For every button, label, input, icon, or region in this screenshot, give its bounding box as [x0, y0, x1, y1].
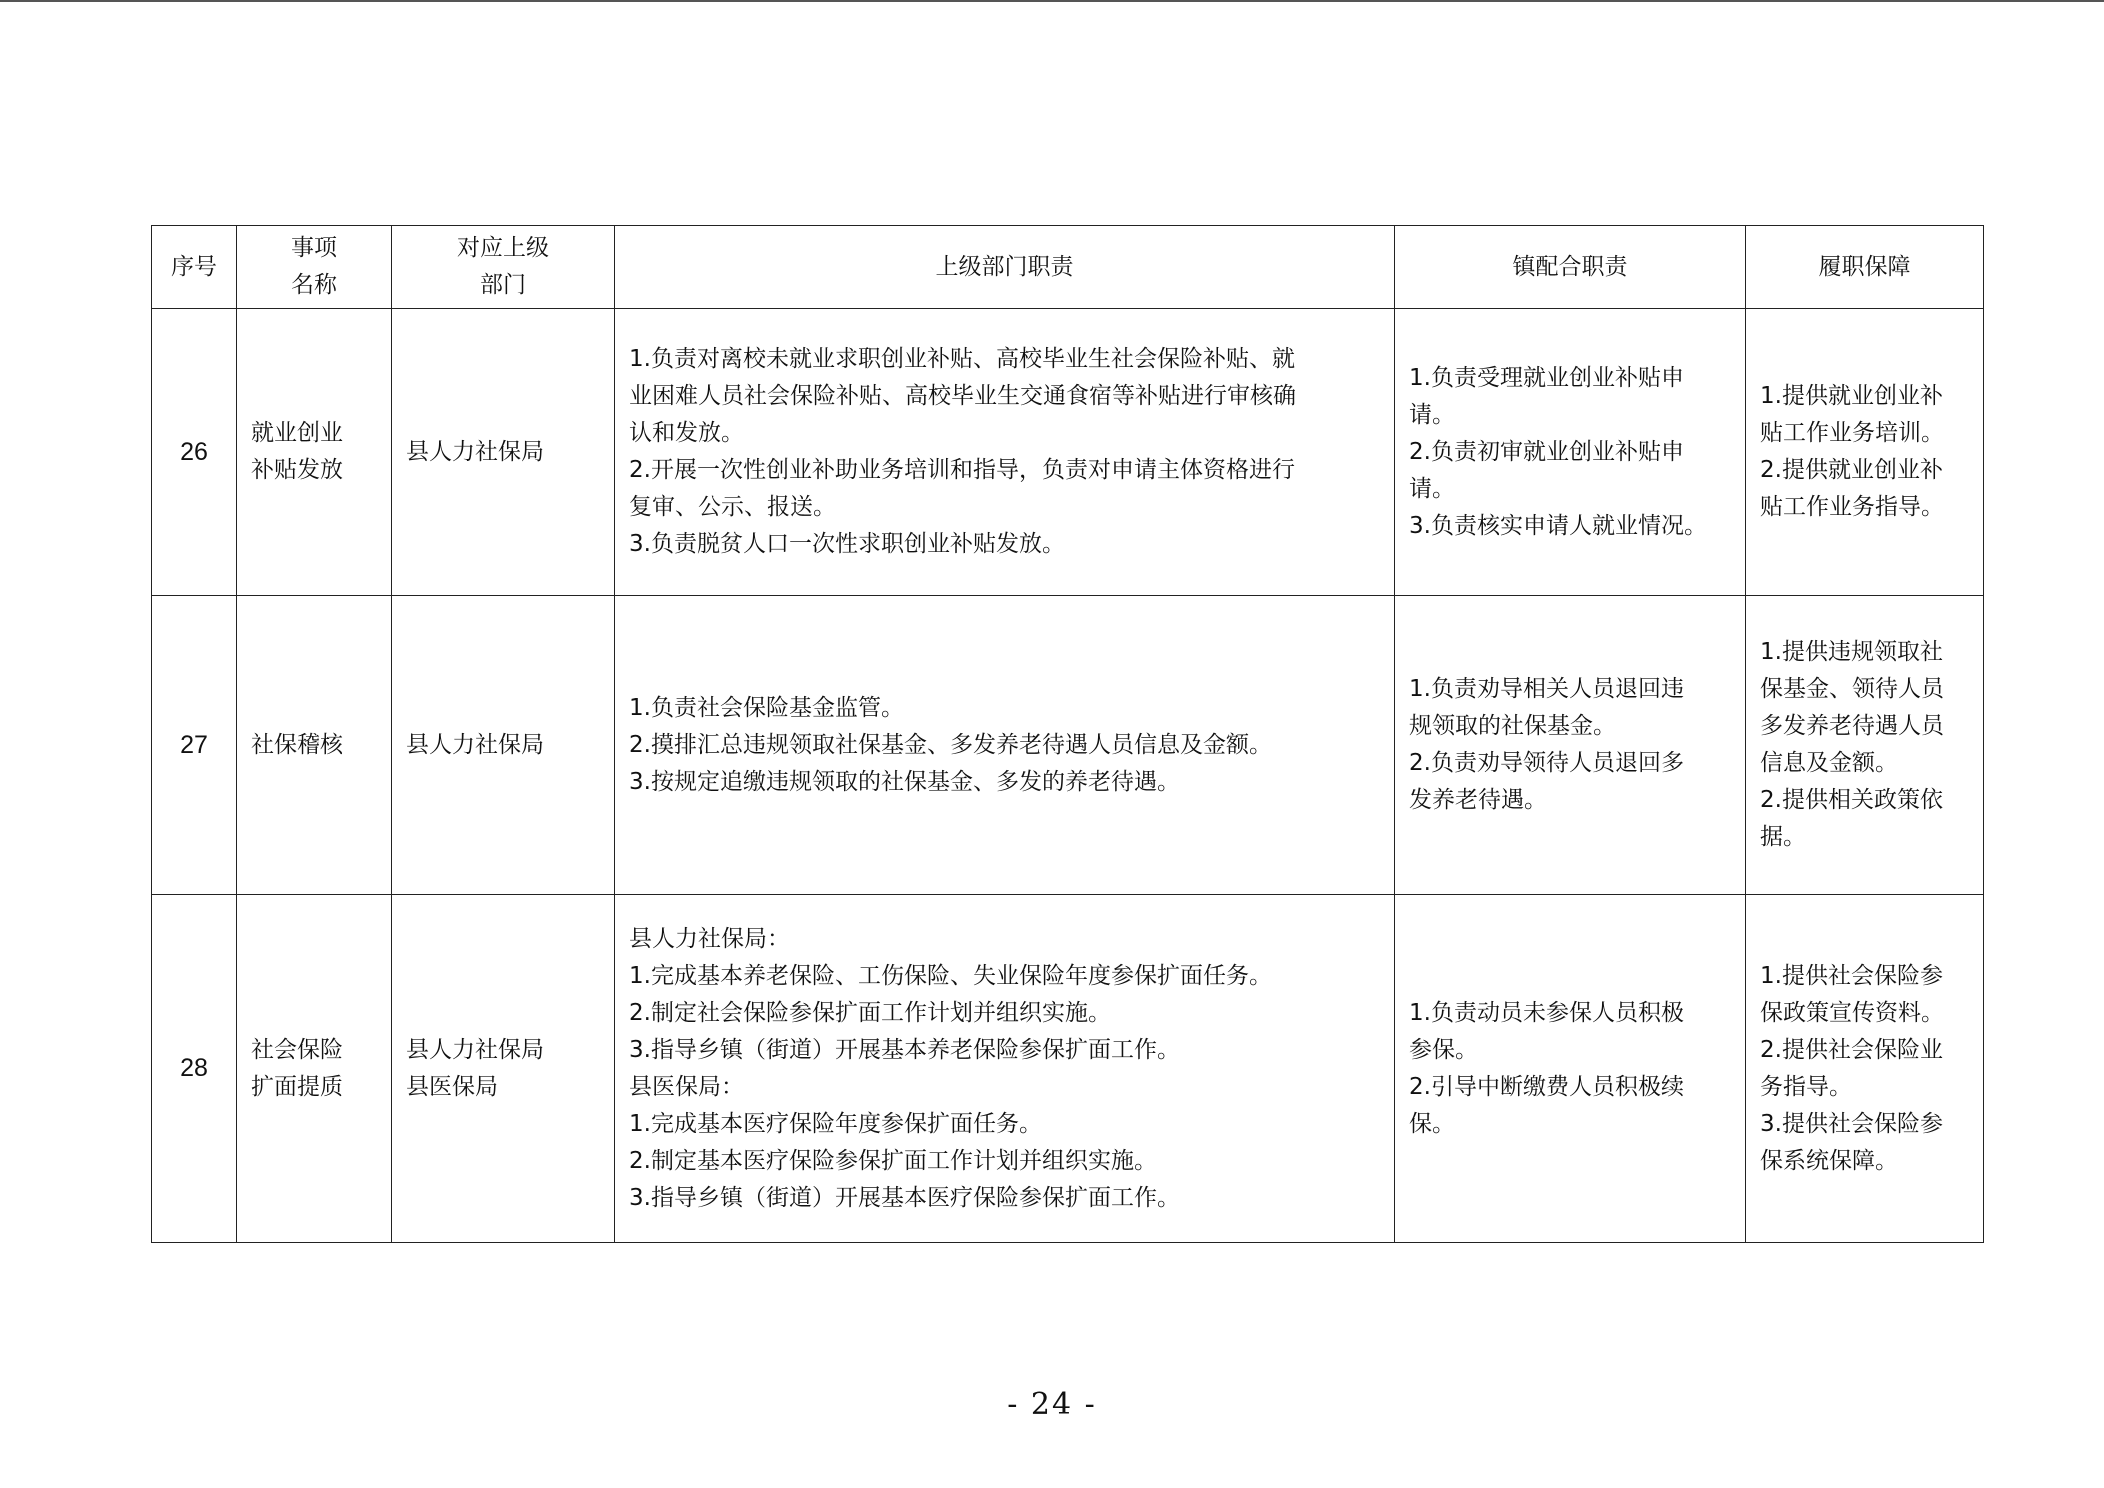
row-item-name: 就业创业 补贴发放: [237, 309, 392, 596]
header-upper-duties: 上级部门职责: [615, 226, 1395, 309]
row-upper-duties: 1.负责社会保险基金监管。 2.摸排汇总违规领取社保基金、多发养老待遇人员信息及金额。 3.按规定追缴违规领取的社保基金、多发的养老待遇。: [615, 596, 1395, 895]
row-department: 县人力社保局: [392, 596, 615, 895]
row-department: 县人力社保局 县医保局: [392, 895, 615, 1243]
header-seq: 序号: [152, 226, 237, 309]
header-upper-department: 对应上级 部门: [392, 226, 615, 309]
header-guarantee: 履职保障: [1746, 226, 1984, 309]
page-top-border: [0, 0, 2104, 2]
row-guarantee: 1.提供就业创业补 贴工作业务培训。 2.提供就业创业补 贴工作业务指导。: [1746, 309, 1984, 596]
duty-table: [151, 225, 1984, 1243]
table-row: [152, 895, 1984, 1243]
row-town-duties: 1.负责受理就业创业补贴申 请。 2.负责初审就业创业补贴申 请。 3.负责核实申请人就业情况。: [1395, 309, 1746, 596]
row-seq: 26: [152, 309, 237, 596]
row-item-name: 社保稽核: [237, 596, 392, 895]
row-item-name: 社会保险 扩面提质: [237, 895, 392, 1243]
table-row: [152, 596, 1984, 895]
row-department: 县人力社保局: [392, 309, 615, 596]
row-upper-duties: 1.负责对离校未就业求职创业补贴、高校毕业生社会保险补贴、就 业困难人员社会保险补贴、高校毕业生交通食宿等补贴进行审核确 认和发放。 2.开展一次性创业补助业务培训和指导，负责对申请主体资格进行 复审、公示、报送。 3.负责脱贫人口一次性求职创业补贴发放。: [615, 309, 1395, 596]
row-town-duties: 1.负责动员未参保人员积极 参保。 2.引导中断缴费人员积极续 保。: [1395, 895, 1746, 1243]
row-guarantee: 1.提供社会保险参 保政策宣传资料。 2.提供社会保险业 务指导。 3.提供社会保险参 保系统保障。: [1746, 895, 1984, 1243]
row-guarantee: 1.提供违规领取社 保基金、领待人员 多发养老待遇人员 信息及金额。 2.提供相关政策依 据。: [1746, 596, 1984, 895]
header-town-duties: 镇配合职责: [1395, 226, 1746, 309]
row-seq: 28: [152, 895, 237, 1243]
table-row: [152, 309, 1984, 596]
row-upper-duties: 县人力社保局： 1.完成基本养老保险、工伤保险、失业保险年度参保扩面任务。 2.制定社会保险参保扩面工作计划并组织实施。 3.指导乡镇（街道）开展基本养老保险参保扩面工作。 县医保局： 1.完成基本医疗保险年度参保扩面任务。 2.制定基本医疗保险参保扩面工作计划并组织实施。 3.指导乡镇（街道）开展基本医疗保险参保扩面工作。: [615, 895, 1395, 1243]
row-town-duties: 1.负责劝导相关人员退回违 规领取的社保基金。 2.负责劝导领待人员退回多 发养老待遇。: [1395, 596, 1746, 895]
table-header-row: [152, 226, 1984, 309]
row-seq: 27: [152, 596, 237, 895]
header-item-name: 事项 名称: [237, 226, 392, 309]
page-number: - 24 -: [1007, 1387, 1097, 1422]
